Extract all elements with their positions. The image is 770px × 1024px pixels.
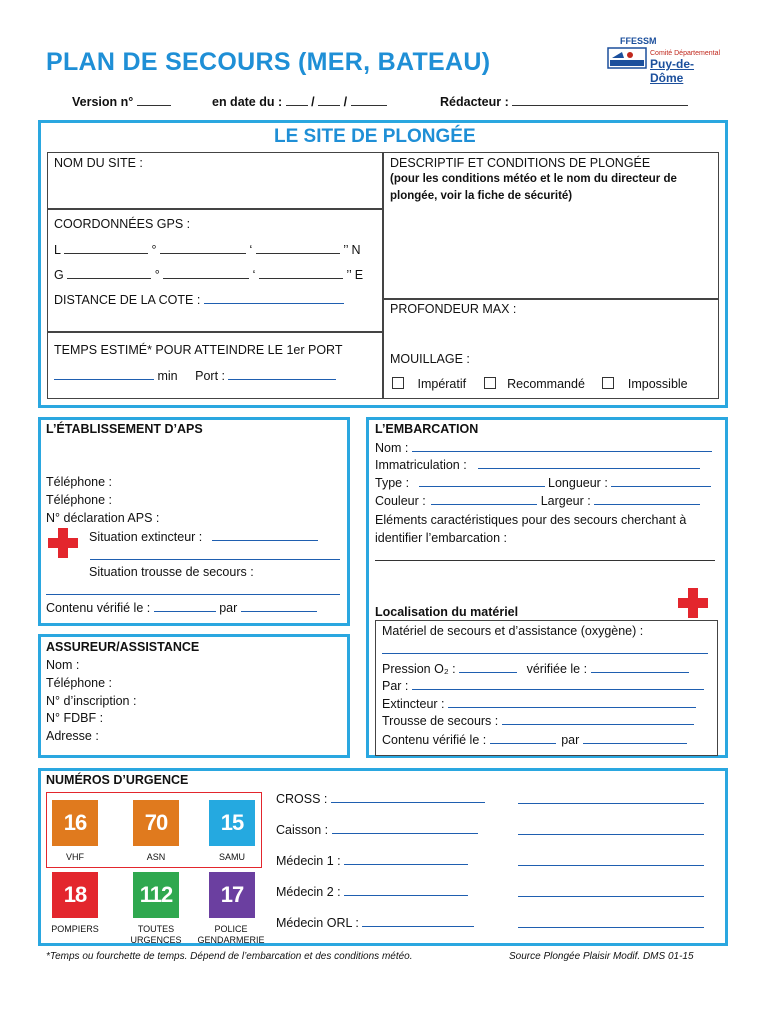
loc-par-input[interactable] — [412, 678, 704, 690]
gps-lat-prefix: L — [54, 243, 61, 257]
loc-contenu-input[interactable] — [490, 732, 556, 744]
emb-couleur-row — [375, 493, 700, 508]
pression-input[interactable] — [459, 661, 517, 673]
emb-type-label: Type : — [375, 476, 410, 490]
date-month-input[interactable] — [318, 94, 340, 106]
emb-elements-label: Eléments caractéristiques pour des secours cherchant à identifier l’embarcation : — [375, 513, 687, 545]
loc-extincteur-label: Extincteur : — [382, 697, 445, 711]
gps-lon-min-input[interactable] — [163, 267, 249, 279]
emb-largeur-label: Largeur : — [540, 494, 591, 508]
aps-trousse-label: Situation trousse de secours : — [89, 565, 254, 579]
mouillage-label: MOUILLAGE : — [390, 352, 470, 366]
cross-input[interactable] — [331, 791, 485, 803]
descriptif-label: DESCRIPTIF ET CONDITIONS DE PLONGÉE — [390, 156, 651, 170]
medecin2-input[interactable] — [344, 884, 468, 896]
emb-immat-input[interactable] — [478, 457, 700, 469]
gps-lat-min-input[interactable] — [160, 242, 246, 254]
deg-sign: ° — [154, 268, 160, 282]
loc-contenu-label: Contenu vérifié le : — [382, 733, 487, 747]
medecin-orl-label: Médecin ORL : — [276, 916, 359, 930]
medecin-orl-input[interactable] — [362, 915, 474, 927]
loc-par2-input[interactable] — [583, 732, 687, 744]
impossible-checkbox[interactable] — [602, 377, 614, 389]
date-label: en date du : — [212, 95, 283, 109]
profondeur-label[interactable]: PROFONDEUR MAX : — [390, 302, 517, 316]
gps-lat-deg-input[interactable] — [64, 242, 148, 254]
tile-number: 15 — [220, 810, 244, 835]
assureur-fdbf[interactable]: N° FDBF : — [46, 711, 104, 725]
sec-n-sign: ’’ N — [343, 243, 361, 257]
emb-elements-input[interactable] — [375, 560, 715, 561]
loc-extincteur-input[interactable] — [448, 696, 696, 708]
redacteur-input[interactable] — [512, 94, 688, 106]
imperatif-checkbox[interactable] — [392, 377, 404, 389]
medecin2-label: Médecin 2 : — [276, 885, 341, 899]
aps-extincteur-label: Situation extincteur : — [89, 530, 203, 544]
impossible-label: Impossible — [627, 377, 688, 391]
logo-subtext: Comité Départemental — [650, 50, 721, 57]
caisson-input[interactable] — [332, 822, 478, 834]
tile-number: 16 — [63, 810, 87, 835]
tile-police — [209, 872, 255, 918]
tile-samu — [209, 800, 255, 846]
tile-label: VHF — [66, 852, 84, 862]
embarcation-title: L’EMBARCATION — [375, 422, 479, 436]
date-year-input[interactable] — [351, 94, 387, 106]
cross-number-input[interactable] — [518, 803, 704, 804]
emb-longueur-label: Longueur : — [548, 476, 608, 490]
medecin2-number-input[interactable] — [518, 896, 704, 897]
gps-lat-row — [54, 242, 361, 257]
urgence-title: NUMÉROS D’URGENCE — [46, 773, 189, 787]
aps-declaration[interactable]: N° déclaration APS : — [46, 511, 160, 525]
date-sep: / — [311, 95, 315, 109]
min-sign: ‘ — [249, 243, 253, 257]
tile-number: 112 — [139, 882, 173, 907]
cross-label: CROSS : — [276, 792, 328, 806]
emb-nom-row — [375, 440, 712, 455]
materiel-input[interactable] — [382, 642, 708, 654]
tile-label: ASN — [146, 852, 166, 862]
date-day-input[interactable] — [286, 94, 308, 106]
loc-trousse-input[interactable] — [502, 713, 694, 725]
emb-nom-label: Nom : — [375, 441, 409, 455]
date-field — [212, 94, 387, 109]
assureur-adresse[interactable]: Adresse : — [46, 729, 99, 743]
assureur-tel[interactable]: Téléphone : — [46, 676, 113, 690]
min-label: min — [157, 369, 178, 383]
pression-row — [382, 661, 689, 676]
tile-number: 70 — [144, 810, 168, 835]
verifiee-label: vérifiée le : — [526, 662, 588, 676]
tile-label: SAMU — [218, 852, 245, 862]
loc-contenu-row — [382, 732, 687, 747]
min-sign: ‘ — [252, 268, 256, 282]
tile-number: 17 — [220, 882, 244, 907]
tile-label: POMPIERS — [51, 924, 99, 934]
first-aid-cross-icon — [46, 526, 80, 560]
nom-site-label: NOM DU SITE : — [54, 156, 143, 170]
assureur-nom[interactable]: Nom : — [46, 658, 80, 672]
medecin1-number-input[interactable] — [518, 865, 704, 866]
date-sep: / — [343, 95, 348, 109]
aps-verifie-label: Contenu vérifié le : — [46, 601, 151, 615]
port-input[interactable] — [228, 368, 336, 380]
redacteur-label: Rédacteur : — [440, 95, 509, 109]
materiel-label: Matériel de secours et d’assistance (oxygène) : — [382, 624, 644, 638]
sec-e-sign: ’’ E — [346, 268, 364, 282]
logo-mark-icon — [606, 46, 648, 70]
tile-pompiers — [52, 872, 98, 918]
loc-trousse-row — [382, 713, 694, 728]
gps-lon-sec-input[interactable] — [259, 267, 343, 279]
logo-text: FFESSM — [620, 36, 657, 46]
tile-label: TOUTES URGENCES — [130, 924, 182, 945]
recommande-checkbox[interactable] — [484, 377, 496, 389]
assureur-title: ASSUREUR/ASSISTANCE — [46, 640, 200, 654]
loc-par-label: Par : — [382, 679, 409, 693]
caisson-number-input[interactable] — [518, 834, 704, 835]
temps-label: TEMPS ESTIMÉ* POUR ATTEINDRE LE 1er PORT — [54, 343, 343, 357]
temps-min-input[interactable] — [54, 368, 154, 380]
recommande-label: Recommandé — [507, 377, 585, 391]
loc-par2-label: par — [561, 733, 580, 747]
gps-label: COORDONNÉES GPS : — [54, 217, 191, 231]
emb-type-row — [375, 475, 711, 490]
page-title: PLAN DE SECOURS (MER, BATEAU) — [46, 48, 491, 76]
descriptif-note: (pour les conditions météo et le nom du directeur de plongée, voir la fiche de sécurité) — [390, 173, 677, 202]
tile-label: POLICE GENDARMERIE — [197, 924, 265, 945]
loc-par-row — [382, 678, 704, 693]
footnote: *Temps ou fourchette de temps. Dépend de l’embarcation et des conditions météo. — [46, 951, 413, 962]
emb-longueur-input[interactable] — [611, 475, 711, 487]
medecin1-input[interactable] — [344, 853, 468, 865]
assureur-inscription[interactable]: N° d’inscription : — [46, 694, 137, 708]
version-input[interactable] — [137, 94, 171, 106]
medecin1-row — [276, 853, 468, 868]
aps-title: L’ÉTABLISSEMENT D’APS — [46, 422, 203, 436]
emb-immat-row — [375, 457, 700, 472]
version-field — [72, 94, 171, 109]
distance-label: DISTANCE DE LA COTE : — [54, 293, 201, 307]
tile-urgences — [133, 872, 179, 918]
logo-region: Puy-de-Dôme — [650, 57, 695, 85]
gps-lon-row — [54, 267, 363, 282]
loc-extincteur-row — [382, 696, 696, 711]
gps-lat-sec-input[interactable] — [256, 242, 340, 254]
aps-trousse-input[interactable] — [46, 583, 340, 595]
aps-extincteur-input[interactable] — [212, 529, 318, 541]
distance-row — [54, 292, 344, 307]
aps-tel1[interactable]: Téléphone : — [46, 475, 113, 489]
source-note: Source Plongée Plaisir Modif. DMS 01-15 — [509, 951, 694, 962]
gps-lon-prefix: G — [54, 268, 64, 282]
first-aid-cross-icon — [676, 586, 710, 620]
emb-type-input[interactable] — [419, 475, 545, 487]
aps-extincteur-input-2[interactable] — [90, 548, 340, 560]
aps-verifie-row — [46, 600, 317, 615]
redacteur-field — [440, 94, 688, 109]
aps-verifie-input[interactable] — [154, 600, 216, 612]
port-label: Port : — [195, 369, 225, 383]
cross-row — [276, 791, 485, 806]
pression-label: Pression O₂ : — [382, 662, 456, 676]
tile-number: 18 — [63, 882, 87, 907]
emb-couleur-label: Couleur : — [375, 494, 426, 508]
site-title: LE SITE DE PLONGÉE — [274, 126, 476, 147]
emb-immat-label: Immatriculation : — [375, 458, 467, 472]
medecin1-label: Médecin 1 : — [276, 854, 341, 868]
aps-par-input[interactable] — [241, 600, 317, 612]
gps-lon-deg-input[interactable] — [67, 267, 151, 279]
distance-input[interactable] — [204, 292, 344, 304]
tile-vhf — [52, 800, 98, 846]
imperatif-label: Impératif — [417, 377, 467, 391]
ffessm-logo — [606, 36, 724, 85]
localisation-title: Localisation du matériel — [375, 605, 519, 619]
caisson-row — [276, 822, 478, 837]
emb-nom-input[interactable] — [412, 440, 712, 452]
mouillage-options — [392, 377, 688, 391]
temps-row — [54, 368, 336, 383]
emb-largeur-input[interactable] — [594, 493, 700, 505]
loc-trousse-label: Trousse de secours : — [382, 714, 499, 728]
aps-par-label: par — [219, 601, 238, 615]
emb-couleur-input[interactable] — [431, 493, 537, 505]
version-label: Version n° — [72, 95, 134, 109]
medecin-orl-number-input[interactable] — [518, 927, 704, 928]
medecin-orl-row — [276, 915, 474, 930]
aps-tel2[interactable]: Téléphone : — [46, 493, 113, 507]
caisson-label: Caisson : — [276, 823, 329, 837]
tile-asn — [133, 800, 179, 846]
aps-extincteur-row — [89, 529, 318, 544]
medecin2-row — [276, 884, 468, 899]
deg-sign: ° — [151, 243, 157, 257]
verifiee-input[interactable] — [591, 661, 689, 673]
